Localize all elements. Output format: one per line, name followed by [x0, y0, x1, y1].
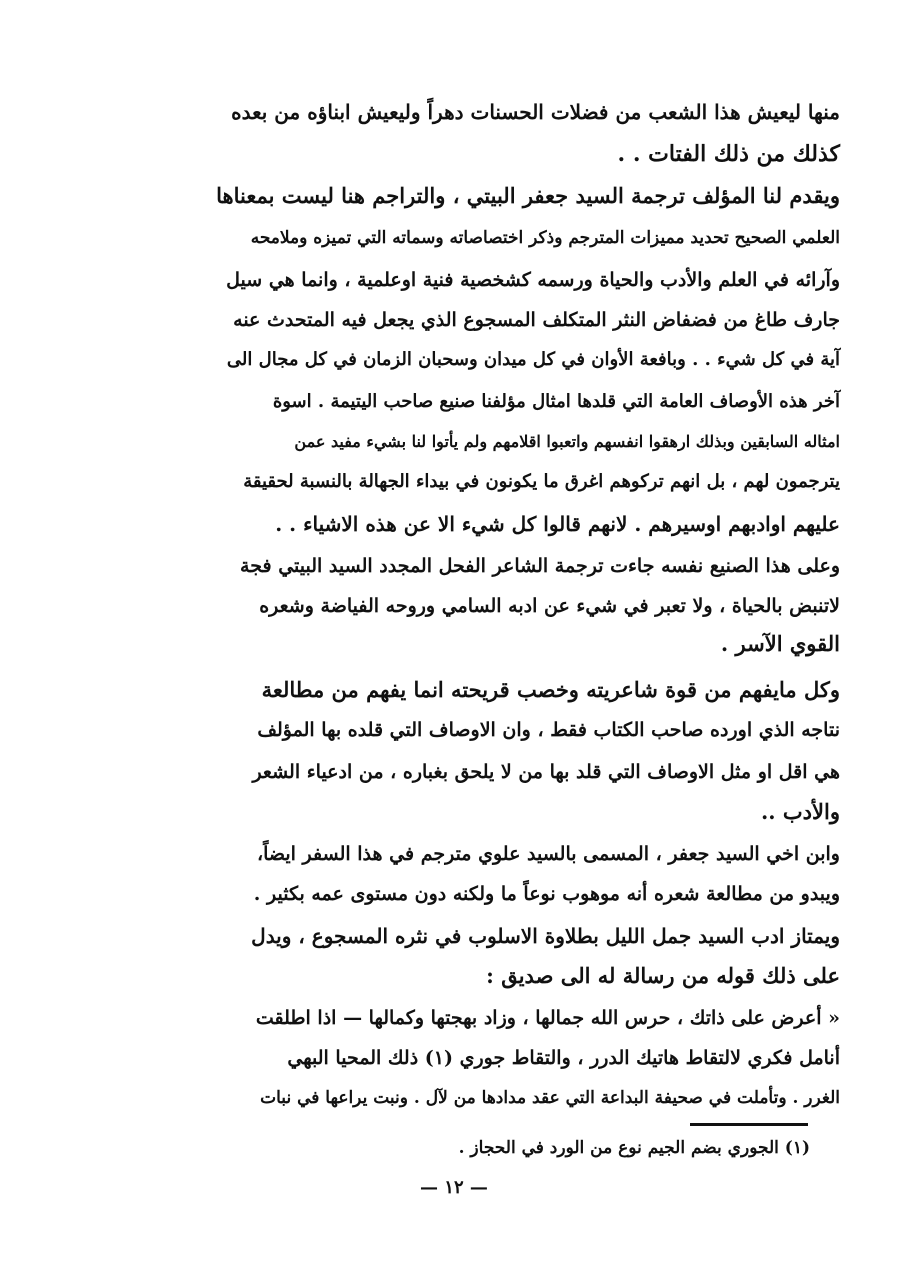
- body-line: وكل مايفهم من قوة شاعريته وخصب قريحته انما يفهم من مطالعة: [261, 677, 840, 702]
- body-line: العلمي الصحيح تحديد مميزات المترجم وذكر اختصاصاته وسماته التي تميزه وملامحه: [250, 228, 840, 248]
- body-line: هي اقل او مثل الاوصاف التي قلد بها من لا يلحق بغباره ، من ادعياء الشعر: [252, 761, 840, 783]
- body-line: عليهم اوادبهم اوسيرهم . لانهم قالوا كل شيء الا عن هذه الاشياء . .: [275, 512, 840, 536]
- body-line: آخر هذه الأوصاف العامة التي قلدها امثال مؤلفنا صنيع صاحب اليتيمة . اسوة: [272, 391, 840, 412]
- body-line: على ذلك قوله من رسالة له الى صديق :: [486, 963, 840, 988]
- body-line: يترجمون لهم ، بل انهم تركوهم اغرق ما يكونون في بيداء الجهالة بالنسبة لحقيقة: [243, 471, 840, 492]
- body-line: وعلى هذا الصنيع نفسه جاءت ترجمة الشاعر الفحل المجدد السيد البيتي فجة: [240, 555, 840, 577]
- body-line: الغرر . وتأملت في صحيفة البداعة التي عقد مدادها من لآل . ونبت يراعها في نبات: [260, 1088, 840, 1108]
- body-line: ويقدم لنا المؤلف ترجمة السيد جعفر البيتي ، والتراجم هنا ليست بمعناها: [216, 183, 840, 208]
- body-line: نتاجه الذي اورده صاحب الكتاب فقط ، وان الاوصاف التي قلده بها المؤلف: [257, 719, 840, 741]
- footnote-divider: [690, 1123, 808, 1126]
- body-line: كذلك من ذلك الفتات . .: [617, 141, 840, 167]
- body-line: ويمتاز ادب السيد جمل الليل بطلاوة الاسلوب في نثره المسجوع ، ويدل: [251, 924, 840, 948]
- body-line: والأدب ..: [760, 799, 840, 824]
- body-line: القوي الآسر .: [720, 631, 840, 656]
- body-line: امثاله السابقين وبذلك ارهقوا انفسهم واتعبوا اقلامهم ولم يأتوا لنا بشيء مفيد عمن: [294, 432, 840, 451]
- body-line: وابن اخي السيد جعفر ، المسمى بالسيد علوي مترجم في هذا السفر ايضاً،: [256, 843, 840, 865]
- footnote: (١) الجوري بضم الجيم نوع من الورد في الحجاز .: [458, 1138, 810, 1158]
- body-line: ويبدو من مطالعة شعره أنه موهوب نوعاً ما ولكنه دون مستوى عمه بكثير .: [253, 883, 840, 905]
- page-number: — ١٢ —: [420, 1177, 488, 1198]
- body-line: منها ليعيش هذا الشعب من فضلات الحسنات دهراً وليعيش ابناؤه من بعده: [231, 100, 840, 124]
- body-line: آية في كل شيء . . وبافعة الأوان في كل ميدان وسحبان الزمان في كل مجال الى: [226, 349, 840, 370]
- body-line: لاتنبض بالحياة ، ولا تعبر في شيء عن ادبه السامي وروحه الفياضة وشعره: [259, 595, 840, 617]
- body-line: جارف طاغ من فضفاض النثر المتكلف المسجوع الذي يجعل فيه المتحدث عنه: [233, 309, 840, 331]
- body-line: وآرائه في العلم والأدب والحياة ورسمه كشخصية فنية اوعلمية ، وانما هي سيل: [226, 269, 840, 291]
- body-line: « أعرض على ذاتك ، حرس الله جمالها ، وزاد بهجتها وكمالها — اذا اطلقت: [255, 1007, 840, 1029]
- body-line: أنامل فكري لالتقاط هاتيك الدرر ، والتقاط جوري (١) ذلك المحيا البهي: [287, 1047, 840, 1069]
